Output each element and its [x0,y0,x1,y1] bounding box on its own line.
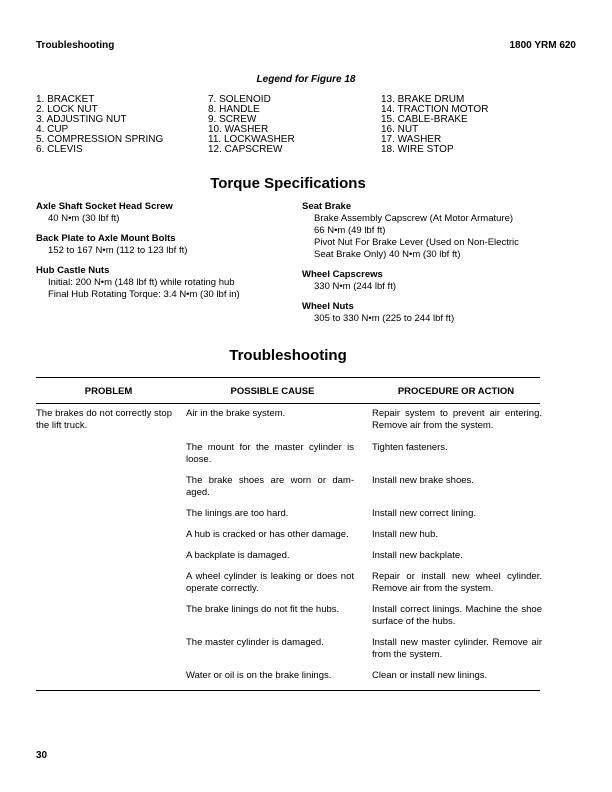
legend-item: 14. TRACTION MOTOR [381,104,489,115]
table-bottom-rule [36,690,540,691]
action-cell: Repair or install new wheel cylinder. Remove air from the system. [372,571,542,594]
cause-cell: Water or oil is on the brake linings. [186,670,332,681]
cause-cell: A wheel cylinder is leaking or does not operate correctly. [186,571,354,594]
cause-cell: The brake shoes are worn or dam-aged. [186,475,354,498]
column-header-problem: PROBLEM [84,386,133,397]
torque-group-wheel-capscrews [302,269,572,293]
legend-item: 4. CUP [36,124,69,135]
torque-group-heading: Wheel Nuts [302,301,354,312]
torque-group-wheel-nuts [302,301,572,325]
action-cell: Install new backplate. [372,550,463,561]
torque-group-heading: Axle Shaft Socket Head Screw [36,201,173,212]
torque-value: 152 to 167 N•m (112 to 123 lbf ft) [48,245,188,256]
action-cell: Clean or install new linings. [372,670,488,681]
torque-value: Seat Brake Only) 40 N•m (30 lbf ft) [314,249,461,260]
problem-cell: The brakes do not correctly stop the lift truck. [36,408,172,431]
torque-value: 330 N•m (244 lbf ft) [314,281,396,292]
cause-cell: Air in the brake system. [186,408,286,419]
cause-cell: The master cylinder is damaged. [186,637,324,648]
torque-value: 40 N•m (30 lbf ft) [48,213,120,224]
legend-item: 18. WIRE STOP [381,144,454,155]
legend-item: 11. LOCKWASHER [208,134,295,145]
cause-cell: The linings are too hard. [186,508,289,519]
page-number: 30 [36,750,48,761]
cause-cell: A hub is cracked or has other damage. [186,529,349,540]
torque-group-heading: Wheel Capscrews [302,269,383,280]
torque-value: Brake Assembly Capscrew (At Motor Armature) [314,213,514,224]
troubleshooting-heading: Troubleshooting [229,347,347,364]
cause-cell: The mount for the master cylinder is loose. [186,442,354,465]
legend-item: 3. ADJUSTING NUT [36,114,127,125]
cause-cell: A backplate is damaged. [186,550,290,561]
torque-group-backplate [36,233,286,257]
legend-item: 1. BRACKET [36,94,95,105]
torque-group-hub [36,265,286,301]
legend-item: 10. WASHER [208,124,269,135]
torque-group-heading: Seat Brake [302,201,352,212]
action-cell: Install correct linings. Machine the shoe surface of the hubs. [372,604,542,627]
running-header-title: Troubleshooting [36,40,115,51]
column-header-cause: POSSIBLE CAUSE [230,386,315,397]
torque-group-heading: Back Plate to Axle Mount Bolts [36,233,176,244]
legend-title: Legend for Figure 18 [256,74,356,85]
legend-item: 17. WASHER [381,134,442,145]
torque-value: 305 to 330 N•m (225 to 244 lbf ft) [314,313,455,324]
legend-item: 5. COMPRESSION SPRING [36,134,164,145]
legend-item: 15. CABLE-BRAKE [381,114,468,125]
legend-column-2 [208,95,295,155]
running-header-doc-number: 1800 YRM 620 [509,40,576,51]
torque-value: Pivot Nut For Brake Lever (Used on Non-Electric [314,237,519,248]
legend-item: 12. CAPSCREW [208,144,283,155]
action-cell: Repair system to prevent air entering. Remove air from the system. [372,408,542,431]
torque-specifications-heading: Torque Specifications [210,175,366,192]
legend-item: 7. SOLENOID [208,94,271,105]
action-cell: Install new hub. [372,529,439,540]
torque-group-seat-brake [302,201,572,261]
action-cell: Install new brake shoes. [372,475,474,486]
torque-group-axle [36,201,286,225]
legend-item: 9. SCREW [208,114,257,125]
legend-item: 8. HANDLE [208,104,260,115]
legend-item: 6. CLEVIS [36,144,83,155]
table-top-rule [36,377,540,378]
action-cell: Install new master cylinder. Remove air from the system. [372,637,542,660]
legend-column-1 [36,95,163,155]
cause-cell: The brake linings do not fit the hubs. [186,604,340,615]
torque-column-left [36,201,286,309]
torque-group-heading: Hub Castle Nuts [36,265,110,276]
torque-column-right [302,201,572,333]
legend-item: 16. NUT [381,124,419,135]
torque-value: Final Hub Rotating Torque: 3.4 N•m (30 lbf in) [48,289,240,300]
table-header-rule [36,403,540,404]
legend-column-3 [381,95,488,155]
torque-value: Initial: 200 N•m (148 lbf ft) while rotating hub [48,277,235,288]
legend-item: 13. BRAKE DRUM [381,94,465,105]
legend-item: 2. LOCK NUT [36,104,98,115]
torque-value: 66 N•m (49 lbf ft) [314,225,386,236]
action-cell: Tighten fasteners. [372,442,448,453]
column-header-action: PROCEDURE OR ACTION [397,386,515,397]
action-cell: Install new correct lining. [372,508,477,519]
